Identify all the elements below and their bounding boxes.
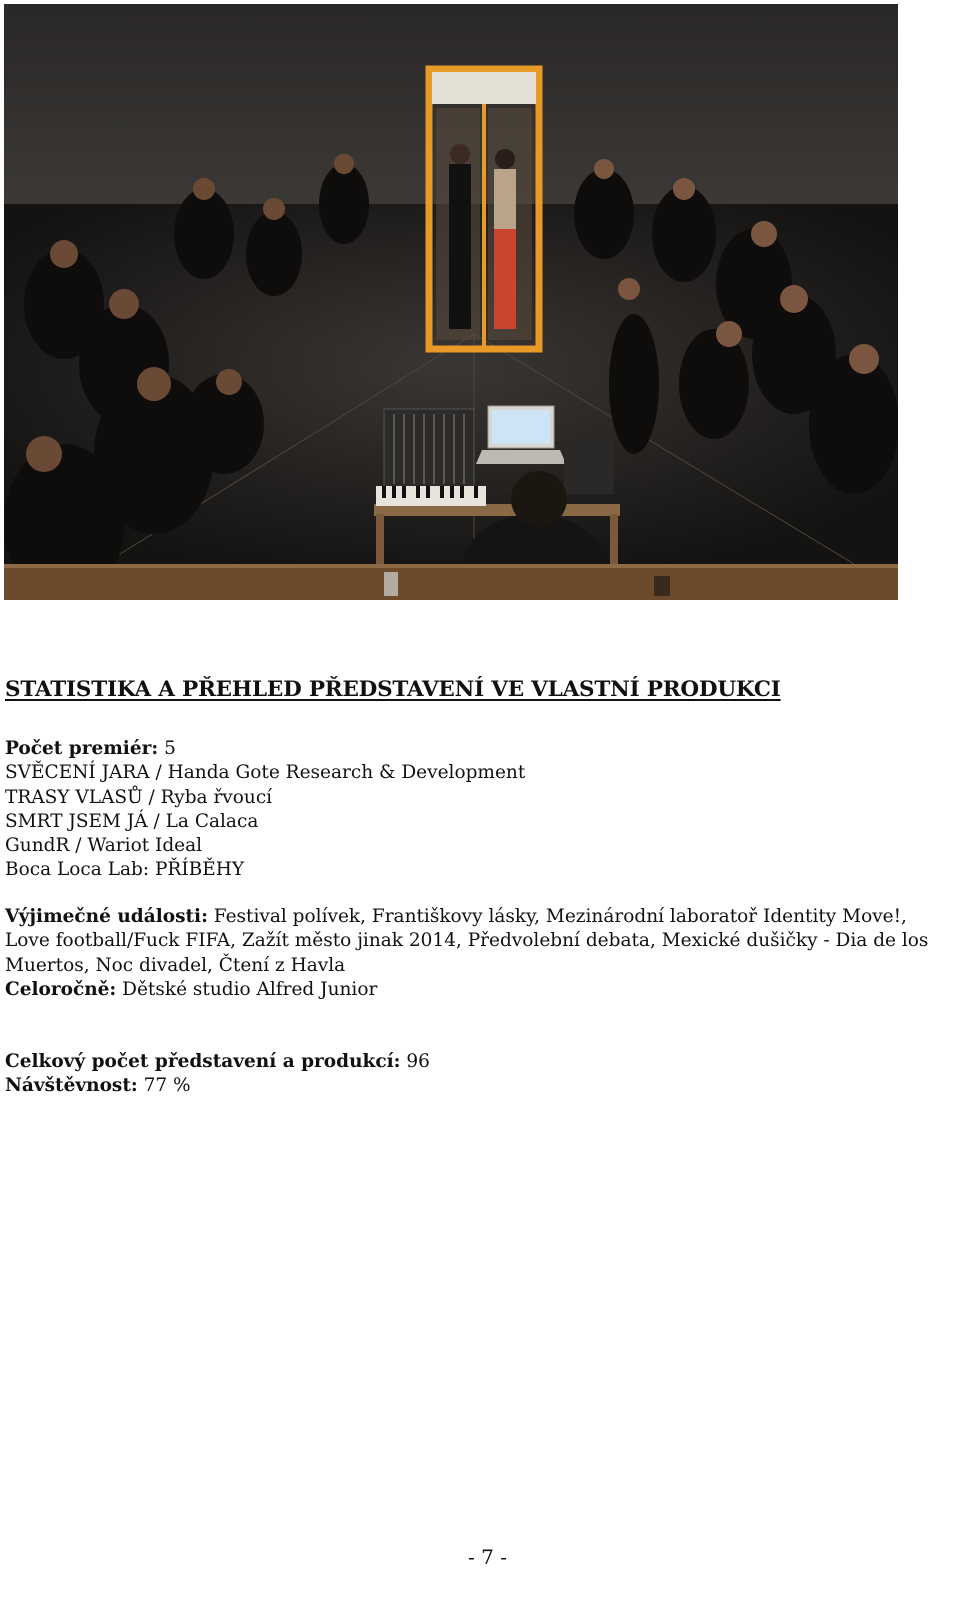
attendance-value: 77 %: [137, 1075, 191, 1097]
attendance-line: [5, 1074, 945, 1098]
events-section: [5, 905, 945, 1002]
premieres-label: Počet premiér:: [5, 738, 159, 759]
theatre-performance-photo: [4, 4, 898, 600]
performances-label: Celkový počet představení a produkcí:: [5, 1051, 401, 1072]
attendance-label: Návštěvnost:: [5, 1075, 138, 1097]
yearround-label: Celoročně:: [5, 978, 117, 1000]
events-paragraph: [5, 905, 945, 978]
totals-section: [5, 1050, 945, 1099]
premiere-item: GundR / Wariot Ideal: [5, 835, 203, 857]
premiere-item: SMRT JSEM JÁ / La Calaca: [5, 810, 259, 832]
page-number: - 7 -: [468, 1545, 507, 1569]
performances-value: 96: [400, 1051, 430, 1072]
premieres-section: [5, 737, 945, 883]
performances-line: [5, 1050, 945, 1074]
premieres-count: 5: [158, 738, 176, 759]
premiere-item: SVĚCENÍ JARA / Handa Gote Research & Development: [5, 762, 526, 784]
yearround-text: Dětské studio Alfred Junior: [116, 978, 378, 1000]
premiere-item: Boca Loca Lab: PŘÍBĚHY: [5, 859, 245, 881]
premieres-count-line: [5, 737, 945, 761]
premiere-item: TRASY VLASŮ / Ryba řvoucí: [5, 786, 273, 808]
events-label: Výjimečné události:: [5, 906, 208, 927]
section-heading: STATISTIKA A PŘEHLED PŘEDSTAVENÍ VE VLASTNÍ PRODUKCI: [5, 677, 781, 702]
events-text: Festival polívek, Františkovy lásky, Mezinárodní laboratoř Identity Move!, Love football/Fuck FIFA, Zažít město jinak 2014, Předvolební debata, Mexické dušičky - Dia de los Muertos, Noc divadel, Čtení z Havla: [5, 906, 929, 976]
yearround-line: [5, 978, 945, 1002]
